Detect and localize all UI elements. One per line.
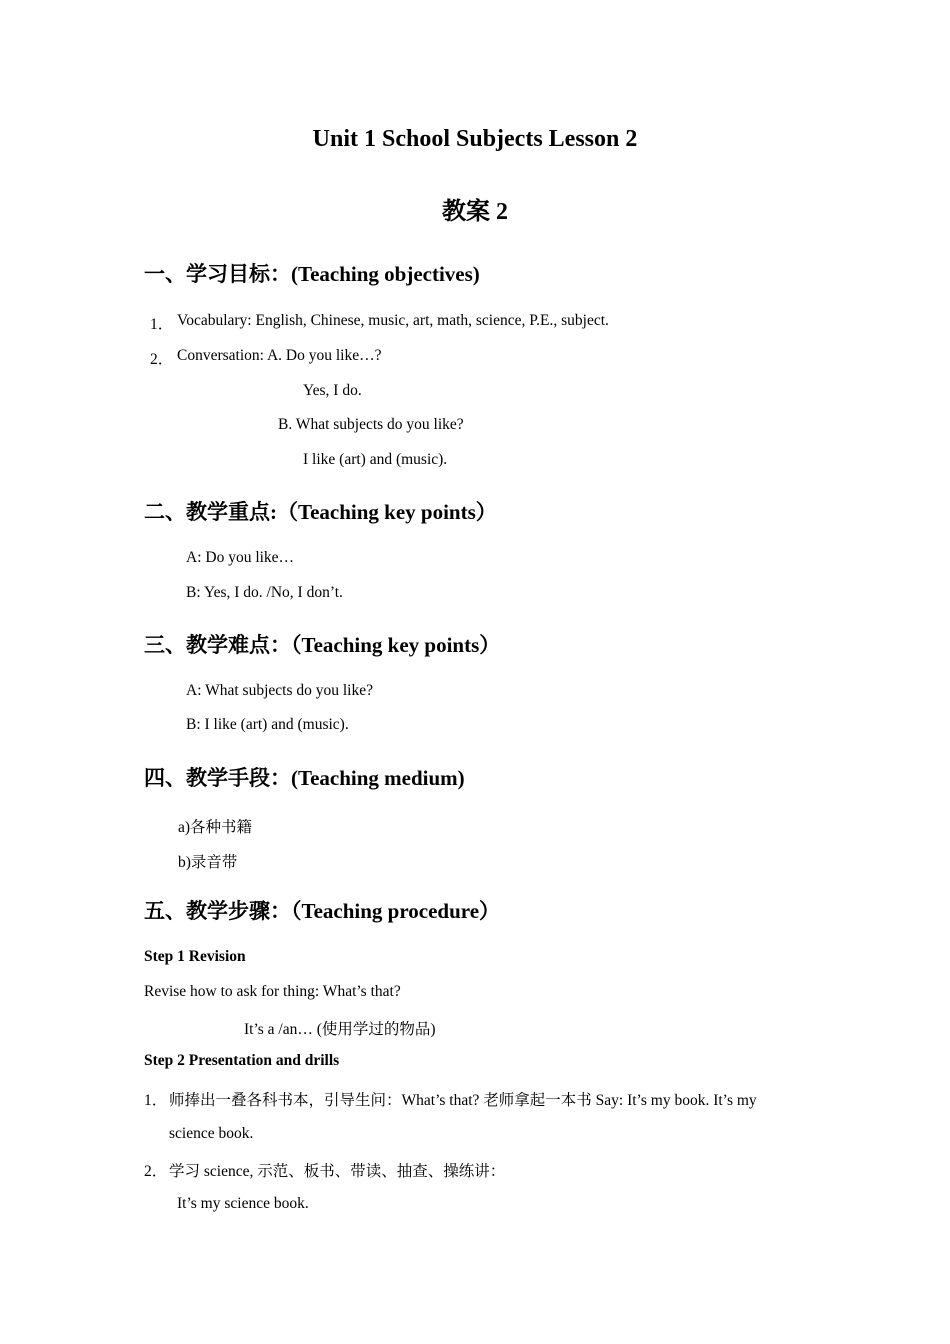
difficult-point-line: A: What subjects do you like? — [186, 682, 373, 699]
key-point-line: A: Do you like… — [186, 549, 295, 566]
procedure-line: 学习 science, 示范、板书、带读、抽查、操练讲： — [169, 1163, 506, 1180]
document-subtitle: 教案 2 — [442, 199, 508, 225]
medium-item: a)各种书籍 — [178, 819, 253, 836]
section-heading-objectives: 一、学习目标：(Teaching objectives) — [144, 262, 480, 286]
medium-item: b)录音带 — [178, 854, 238, 871]
difficult-point-line: B: I like (art) and (music). — [186, 716, 349, 733]
list-number: 2． — [144, 1163, 168, 1180]
conversation-question: B. What subjects do you like? — [278, 416, 464, 433]
section-heading-difficult-points: 三、教学难点：（Teaching key points） — [144, 633, 501, 657]
procedure-line: 师捧出一叠各科书本，引导生问：What’s that? 老师拿起一本书 Say: It’s my book. It’s my — [169, 1092, 757, 1109]
step-line: It’s a /an… (使用学过的物品) — [244, 1021, 436, 1038]
section-heading-key-points: 二、教学重点:（Teaching key points） — [144, 500, 497, 524]
procedure-line: It’s my science book. — [177, 1195, 309, 1212]
step-title: Step 2 Presentation and drills — [144, 1052, 340, 1069]
section-heading-medium: 四、教学手段：(Teaching medium) — [144, 766, 465, 790]
conversation-answer: Yes, I do. — [303, 382, 362, 399]
section-heading-procedure: 五、教学步骤：（Teaching procedure） — [144, 899, 501, 923]
step-title: Step 1 Revision — [144, 948, 246, 965]
step-line: Revise how to ask for thing: What’s that? — [144, 983, 401, 1000]
list-number: 1． — [150, 316, 174, 333]
list-number: 1． — [144, 1092, 168, 1109]
conversation-line: Conversation: A. Do you like…? — [177, 347, 382, 364]
conversation-answer: I like (art) and (music). — [303, 451, 448, 468]
list-number: 2． — [150, 351, 174, 368]
vocabulary-line: Vocabulary: English, Chinese, music, art, math, science, P.E., subject. — [177, 312, 609, 329]
key-point-line: B: Yes, I do. /No, I don’t. — [186, 584, 343, 601]
document-title: Unit 1 School Subjects Lesson 2 — [312, 126, 638, 152]
procedure-line: science book. — [169, 1125, 254, 1142]
